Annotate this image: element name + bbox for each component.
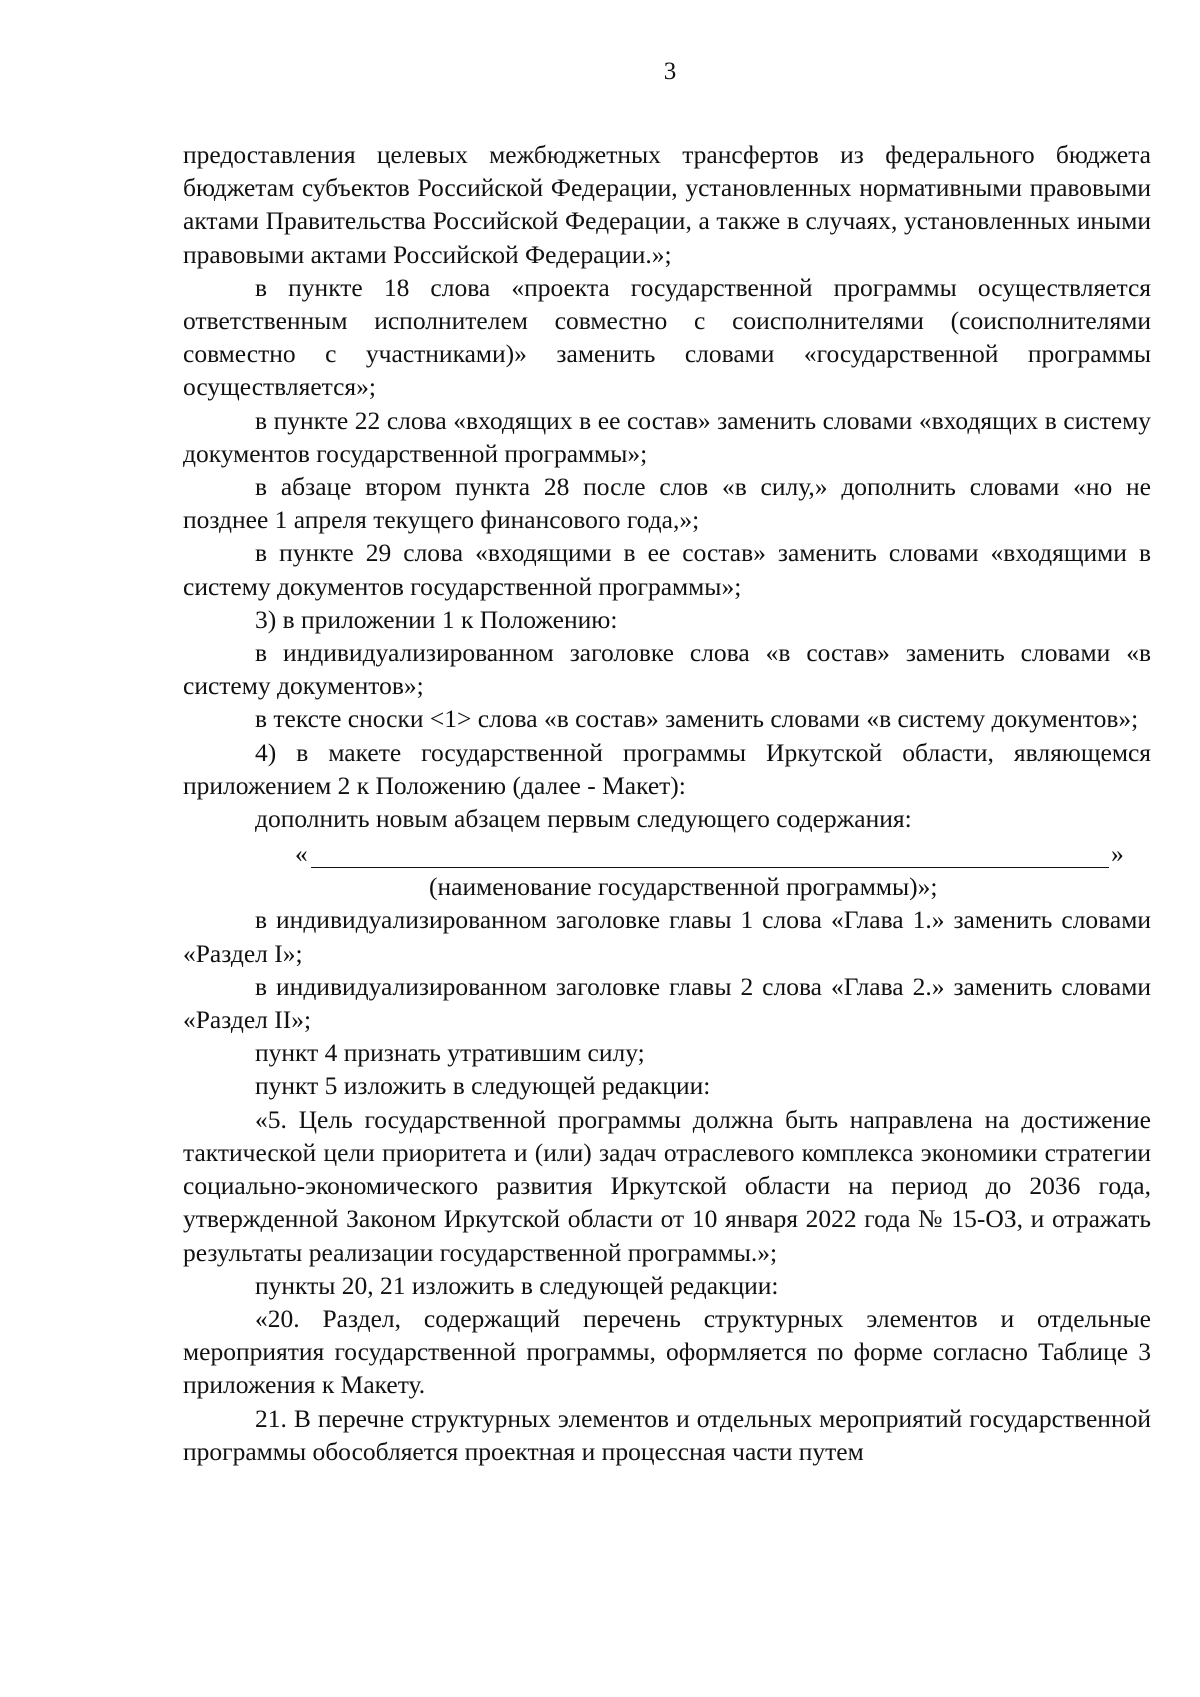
paragraph: 4) в макете государственной программы Иркутской области, являющемся приложением 2 к Положению (далее - Макет): bbox=[183, 737, 1151, 800]
paragraph: «5. Цель государственной программы должна быть направлена на достижение тактической цели приоритета и (или) задач отраслевого комплекса экономики стратегии социально-экономического развития Иркутской области на период до 2036 года, утвержденной Законом Иркутской области от 10 января 2022 года № 15-ОЗ, и отражать результаты реализации государственной программы.»; bbox=[183, 1104, 1151, 1267]
closing-quote: » bbox=[1111, 839, 1124, 869]
paragraph: пункт 4 признать утратившим силу; bbox=[255, 1038, 645, 1068]
opening-quote: « bbox=[295, 839, 308, 869]
paragraph-continuation: предоставления целевых межбюджетных трансфертов из федерального бюджета бюджетам субъектов Российской Федерации, установленных нормативными правовыми актами Правительства Российской Федерации, а также в случаях, установленных иными правовыми актами Российской Федерации.»; bbox=[183, 140, 1151, 269]
paragraph: дополнить новым абзацем первым следующего содержания: bbox=[255, 804, 912, 834]
paragraph: в тексте сноски <1> слова «в состав» заменить словами «в систему документов»; bbox=[255, 704, 1139, 734]
paragraph: 3) в приложении 1 к Положению: bbox=[255, 604, 618, 634]
paragraph: в индивидуализированном заголовке слова «в состав» заменить словами «в систему документов»; bbox=[183, 638, 1151, 701]
paragraph: в индивидуализированном заголовке главы 1 слова «Глава 1.» заменить словами «Раздел I»; bbox=[183, 905, 1151, 968]
paragraph: «20. Раздел, содержащий перечень структурных элементов и отдельные мероприятия государственной программы, оформляется по форме согласно Таблице 3 приложения к Макету. bbox=[183, 1303, 1151, 1400]
paragraph: в абзаце втором пункта 28 после слов «в силу,» дополнить словами «но не позднее 1 апреля текущего финансового года,»; bbox=[183, 472, 1151, 535]
paragraph: в пункте 18 слова «проекта государственной программы осуществляется ответственным исполнителем совместно с соисполнителями (соисполнителями совместно с участниками)» заменить словами «государственной программы осуществляется»; bbox=[183, 272, 1151, 402]
document-body bbox=[183, 138, 1151, 1468]
paragraph: в пункте 22 слова «входящих в ее состав» заменить словами «входящих в систему документов государственной программы»; bbox=[183, 405, 1151, 468]
paragraph: 21. В перечне структурных элементов и отдельных мероприятий государственной программы обособляется проектная и процессная части путем bbox=[183, 1403, 1151, 1466]
paragraph: в пункте 29 слова «входящими в ее состав» заменить словами «входящими в систему документов государственной программы»; bbox=[183, 538, 1151, 601]
page-number: 3 bbox=[663, 58, 677, 85]
paragraph: пункты 20, 21 изложить в следующей редакции: bbox=[255, 1270, 779, 1300]
underline-rule bbox=[311, 867, 1109, 868]
blank-field-caption: (наименование государственной программы)»; bbox=[429, 872, 938, 902]
program-name-blank-field bbox=[183, 837, 1151, 870]
paragraph: пункт 5 изложить в следующей редакции: bbox=[255, 1071, 711, 1101]
paragraph: в индивидуализированном заголовке главы 2 слова «Глава 2.» заменить словами «Раздел II»; bbox=[183, 971, 1151, 1035]
